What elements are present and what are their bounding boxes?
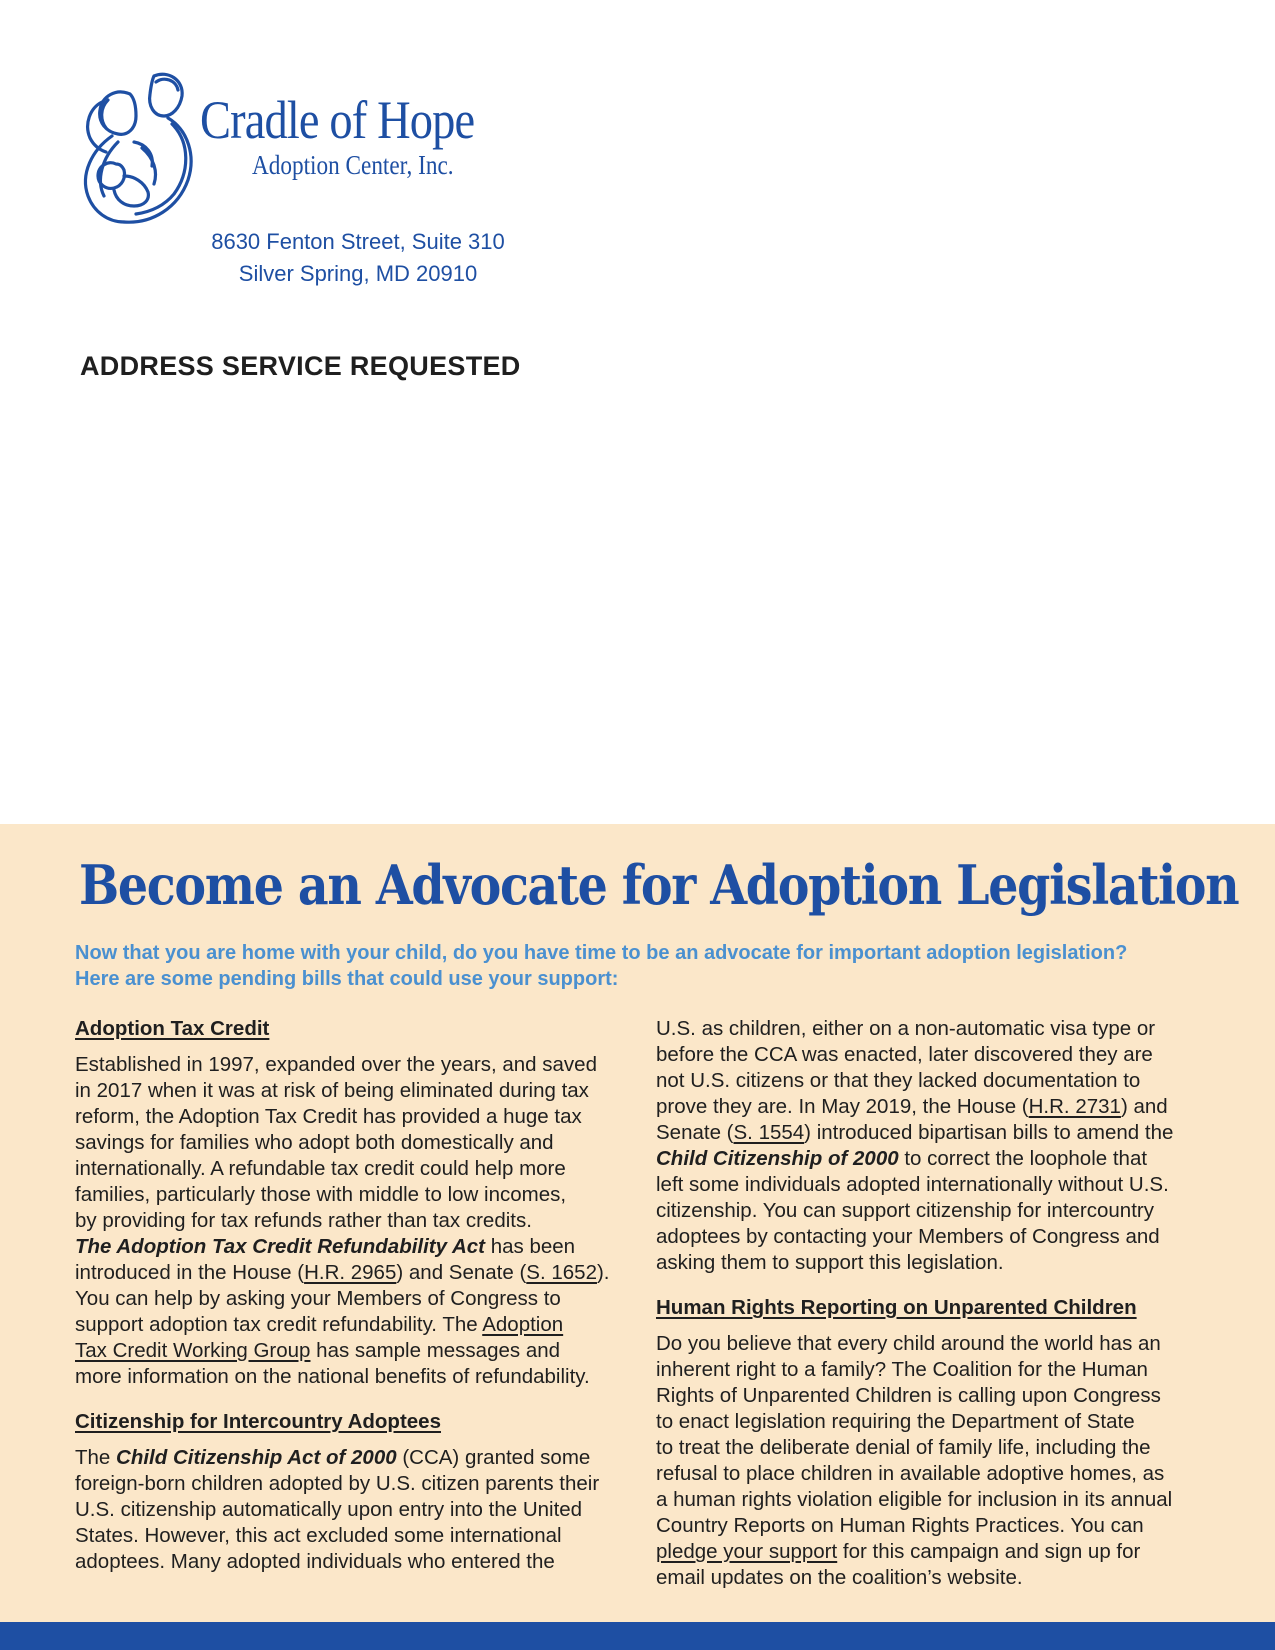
text-line: reform, the Adoption Tax Credit has provided a huge tax [75,1105,582,1128]
logo-subtitle: Adoption Center, Inc. [252,150,454,180]
hr-2965-link[interactable]: H.R. 2965 [304,1261,397,1284]
tax-credit-heading: Adoption Tax Credit [75,1017,270,1040]
refundability-act-name: The Adoption Tax Credit Refundability Act [75,1235,485,1258]
text-line: by providing for tax refunds rather than tax credits. [75,1209,532,1232]
organization-logo [72,72,512,232]
working-group-link[interactable]: Tax Credit Working Group [75,1339,311,1362]
panel-title [0,850,1275,920]
text-line: in 2017 when it was at risk of being eliminated during tax [75,1079,589,1102]
text-line: adoptees. Many adopted individuals who entered the [75,1550,555,1573]
text-line: Country Reports on Human Rights Practices. You can [656,1514,1144,1537]
text-line: pledge your support for this campaign and sign up for [656,1540,1141,1563]
text-line: adoptees by contacting your Members of Congress and [656,1225,1160,1248]
text-line: savings for families who adopt both domestically and [75,1131,554,1154]
text-line: Established in 1997, expanded over the years, and saved [75,1053,597,1076]
text-line: Do you believe that every child around the world has an [656,1332,1161,1355]
left-column [75,1016,635,1575]
human-rights-body [656,1331,1216,1591]
text-line: to treat the deliberate denial of family life, including the [656,1436,1151,1459]
text-line: You can help by asking your Members of Congress to [75,1287,561,1310]
text-line: not U.S. citizens or that they lacked documentation to [656,1069,1141,1092]
text-line: citizenship. You can support citizenship for intercountry [656,1199,1154,1222]
text-line: U.S. as children, either on a non-automatic visa type or [656,1017,1156,1040]
s-1554-link[interactable]: S. 1554 [733,1121,805,1144]
address-service-requested: ADDRESS SERVICE REQUESTED [80,351,521,381]
text-line: left some individuals adopted internationally without U.S. [656,1173,1169,1196]
text-line: to enact legislation requiring the Department of State [656,1410,1135,1433]
advocacy-panel [0,824,1275,1622]
intro-line-2: Here are some pending bills that could use your support: [75,968,619,990]
tax-credit-body [75,1052,635,1390]
text-line: U.S. citizenship automatically upon entry into the United [75,1498,583,1521]
working-group-link[interactable]: Adoption [482,1313,564,1336]
text-line: introduced in the House (H.R. 2965) and Senate (S. 1652). [75,1261,610,1284]
text-line: more information on the national benefits of refundability. [75,1365,590,1388]
text-line: a human rights violation eligible for inclusion in its annual [656,1488,1173,1511]
footer-bar [0,1622,1275,1650]
text-line: Senate (S. 1554) introduced bipartisan bills to amend the [656,1121,1174,1144]
text-line: inherent right to a family? The Coalition for the Human [656,1358,1148,1381]
intro-line-1: Now that you are home with your child, do you have time to be an advocate for important adoption legislation? [75,942,1128,964]
text-line: email updates on the coalition’s website. [656,1566,1023,1589]
text-line: The Adoption Tax Credit Refundability Act has been [75,1235,576,1258]
text-line: families, particularly those with middle to low incomes, [75,1183,567,1206]
return-address [150,226,566,290]
hr-2731-link[interactable]: H.R. 2731 [1028,1095,1121,1118]
cca-act-name: Child Citizenship Act of 2000 [116,1446,397,1469]
text-line: prove they are. In May 2019, the House (H.R. 2731) and [656,1095,1168,1118]
human-rights-heading: Human Rights Reporting on Unparented Children [656,1296,1137,1319]
pledge-support-link[interactable]: pledge your support [656,1540,838,1563]
text-line: States. However, this act excluded some international [75,1524,562,1547]
address-line-1: 8630 Fenton Street, Suite 310 [211,229,505,254]
text-line: internationally. A refundable tax credit could help more [75,1157,566,1180]
panel-title-text: Become an Advocate for Adoption Legislation [79,853,1239,917]
text-line: before the CCA was enacted, later discovered they are [656,1043,1153,1066]
citizenship-body-continued [656,1016,1216,1276]
address-line-2: Silver Spring, MD 20910 [238,261,478,286]
cca-act-name: Child Citizenship of 2000 [656,1147,899,1170]
text-line: foreign-born children adopted by U.S. citizen parents their [75,1472,600,1495]
citizenship-heading: Citizenship for Intercountry Adoptees [75,1410,441,1433]
s-1652-link[interactable]: S. 1652 [526,1261,597,1284]
text-line: Tax Credit Working Group has sample messages and [75,1339,561,1362]
citizenship-body [75,1445,635,1575]
right-column [656,1016,1216,1591]
intro-text [75,940,1205,992]
text-line: Rights of Unparented Children is calling upon Congress [656,1384,1161,1407]
logo-name: Cradle of Hope [200,90,475,150]
text-line: Child Citizenship of 2000 to correct the loophole that [656,1147,1148,1170]
family-logo-icon [72,72,204,232]
text-line: asking them to support this legislation. [656,1251,1004,1274]
text-line: refusal to place children in available adoptive homes, as [656,1462,1165,1485]
text-line: support adoption tax credit refundability. The Adoption [75,1313,564,1336]
text-line: The Child Citizenship Act of 2000 (CCA) granted some [75,1446,591,1469]
